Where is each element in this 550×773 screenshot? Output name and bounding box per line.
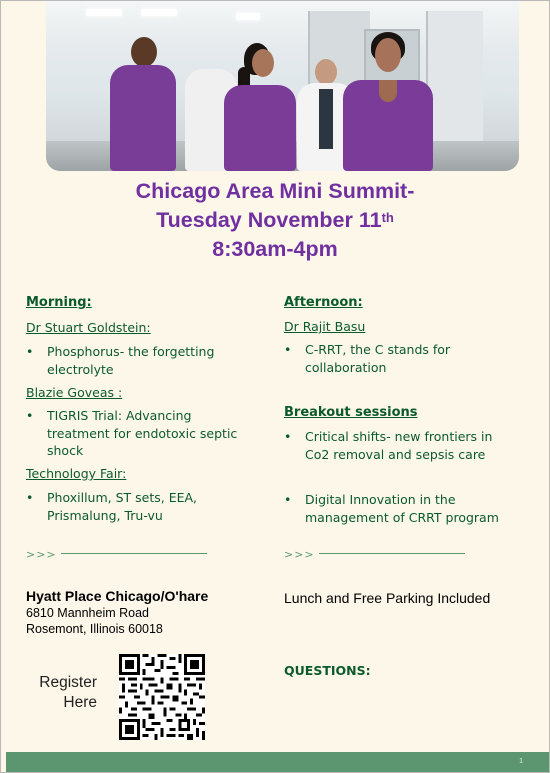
morning-bullet-1: • Phosphorus- the forgetting electrolyte (26, 344, 215, 377)
page-number: 1 (519, 758, 523, 765)
morning-bullet-2: • TIGRIS Trial: Advancing treatment for endotoxic septic shock (26, 408, 238, 458)
register-label: Register Here (39, 674, 97, 711)
morning-heading: Morning: (26, 295, 92, 310)
morning-speaker-3: Technology Fair: (26, 466, 127, 481)
breakout-item-2: • Digital Innovation in the management of CRRT program (284, 492, 499, 525)
divider-right: >>> (284, 548, 465, 561)
event-title: Chicago Area Mini Summit- (135, 179, 415, 203)
morning-speaker-2: Blazie Goveas : (26, 385, 123, 400)
event-time: 8:30am-4pm (212, 237, 338, 261)
qr-code[interactable] (119, 654, 205, 740)
venue-name: Hyatt Place Chicago/O'hare (26, 588, 209, 604)
breakout-item-1: • Critical shifts- new frontiers in Co2 removal and sepsis care (284, 429, 493, 462)
event-headline (1, 177, 549, 264)
afternoon-speaker: Dr Rajit Basu (284, 319, 366, 334)
morning-bullet-3: • Phoxillum, ST sets, EEA, Prismalung, Tru-vu (26, 490, 198, 523)
breakout-heading: Breakout sessions (284, 405, 418, 420)
venue-city: Rosemont, Illinois 60018 (26, 622, 163, 636)
header-photo (46, 1, 519, 171)
venue-street: 6810 Mannheim Road (26, 606, 149, 620)
afternoon-bullet: • C-RRT, the C stands for collaboration (284, 342, 451, 375)
lunch-note: Lunch and Free Parking Included (284, 590, 491, 606)
morning-speaker-1: Dr Stuart Goldstein: (26, 320, 151, 335)
afternoon-heading: Afternoon: (284, 295, 363, 310)
questions-heading: QUESTIONS: (284, 663, 371, 678)
event-date: Tuesday November 11th (156, 208, 394, 232)
divider-left: >>> (26, 548, 207, 561)
footer-bar (6, 752, 549, 772)
